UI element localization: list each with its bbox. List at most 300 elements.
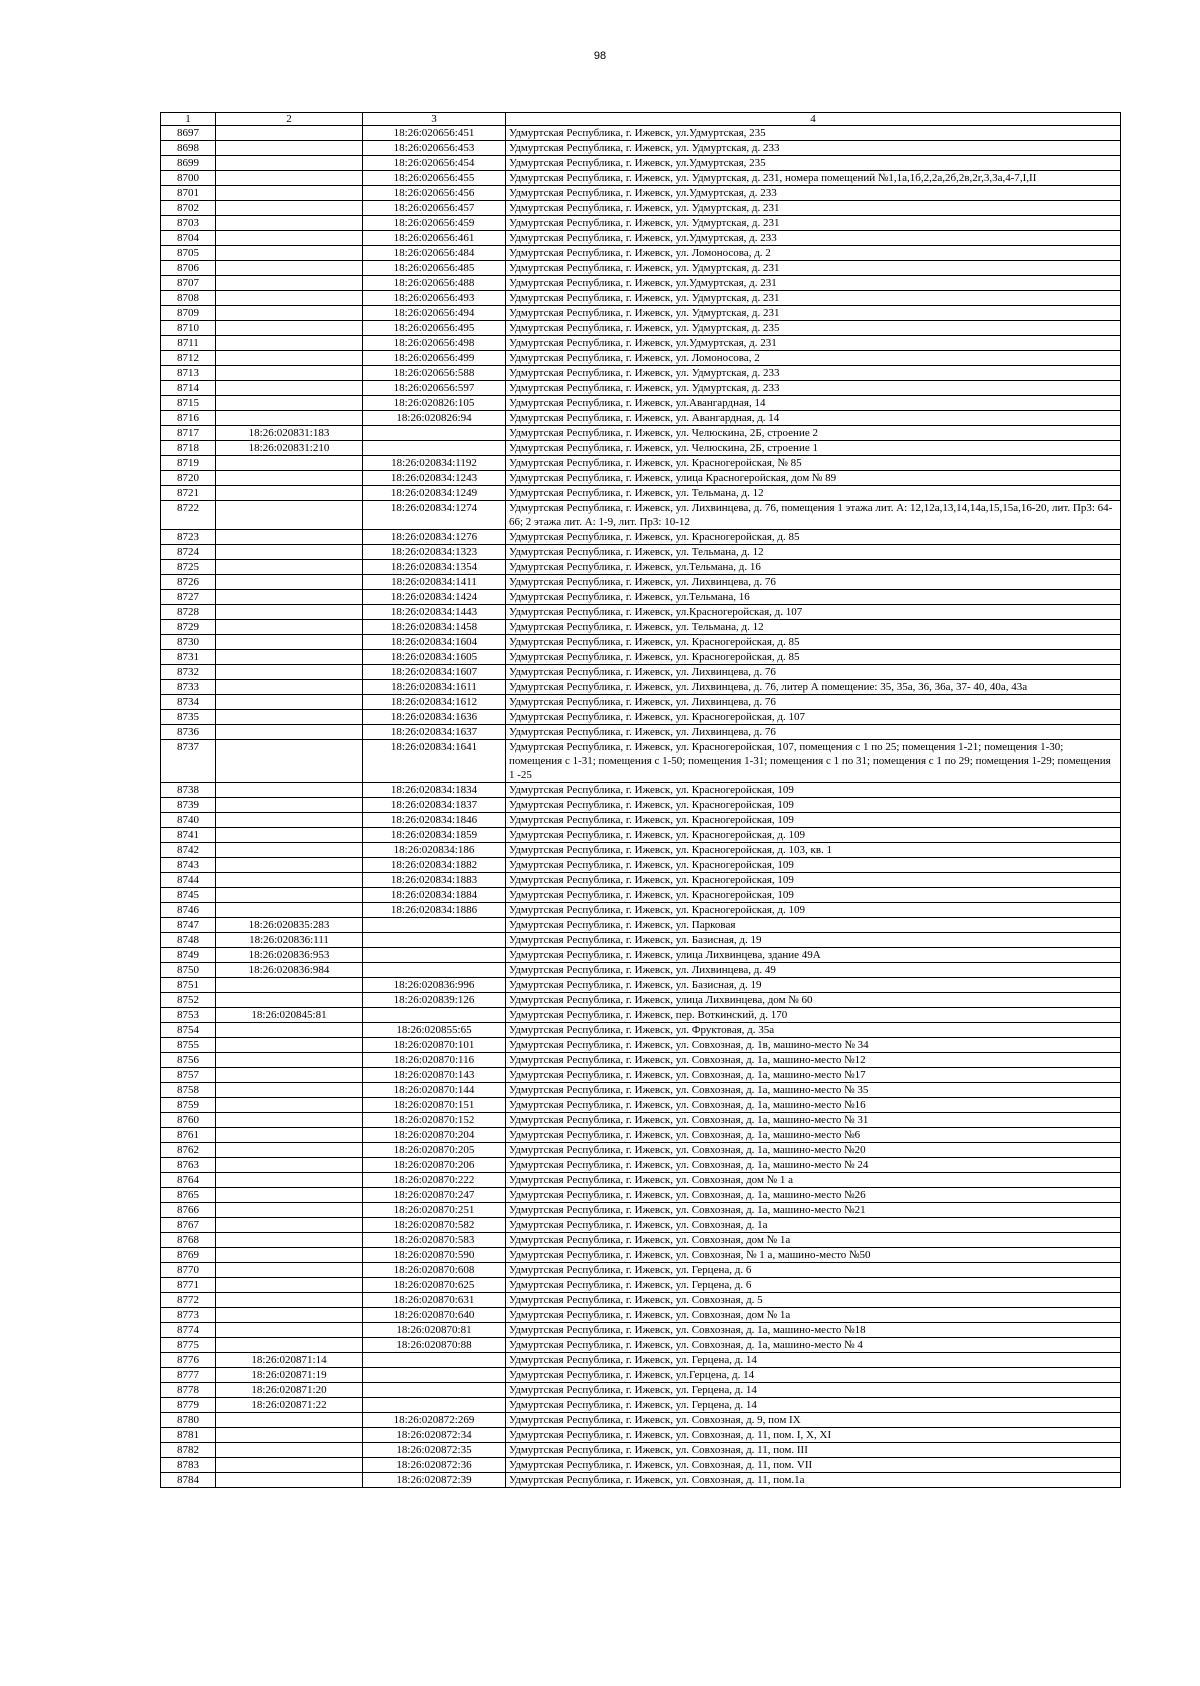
cadastral-number-3-cell	[363, 1008, 506, 1023]
address-cell: Удмуртская Республика, г. Ижевск, ул. Красногеройская, № 85	[506, 456, 1121, 471]
table-row	[161, 1113, 1121, 1128]
row-number-cell: 8752	[161, 993, 216, 1008]
table-row	[161, 276, 1121, 291]
row-number-cell: 8721	[161, 486, 216, 501]
row-number-cell: 8714	[161, 381, 216, 396]
cadastral-number-3-cell: 18:26:020834:1637	[363, 725, 506, 740]
row-number-cell: 8779	[161, 1398, 216, 1413]
address-cell: Удмуртская Республика, г. Ижевск, ул. Красногеройская, д. 109	[506, 828, 1121, 843]
table-row	[161, 336, 1121, 351]
address-cell: Удмуртская Республика, г. Ижевск, ул.Удмуртская, 235	[506, 126, 1121, 141]
row-number-cell: 8711	[161, 336, 216, 351]
cadastral-number-3-cell: 18:26:020656:588	[363, 366, 506, 381]
row-number-cell: 8765	[161, 1188, 216, 1203]
row-number-cell: 8738	[161, 783, 216, 798]
cadastral-number-3-cell: 18:26:020870:251	[363, 1203, 506, 1218]
row-number-cell: 8753	[161, 1008, 216, 1023]
cadastral-number-2-cell: 18:26:020836:984	[216, 963, 363, 978]
table-row	[161, 1443, 1121, 1458]
row-number-cell: 8768	[161, 1233, 216, 1248]
table-body	[161, 126, 1121, 1488]
address-cell: Удмуртская Республика, г. Ижевск, ул. Совхозная, дом № 1 а	[506, 1173, 1121, 1188]
cadastral-number-2-cell	[216, 1083, 363, 1098]
table-row	[161, 1128, 1121, 1143]
table-row	[161, 1083, 1121, 1098]
row-number-cell: 8706	[161, 261, 216, 276]
table-row	[161, 1293, 1121, 1308]
cadastral-number-2-cell	[216, 1173, 363, 1188]
cadastral-number-3-cell: 18:26:020834:1323	[363, 545, 506, 560]
table-row	[161, 1278, 1121, 1293]
cadastral-number-2-cell	[216, 306, 363, 321]
address-cell: Удмуртская Республика, г. Ижевск, ул.Авангардная, 14	[506, 396, 1121, 411]
table-row	[161, 828, 1121, 843]
cadastral-number-2-cell	[216, 858, 363, 873]
row-number-cell: 8742	[161, 843, 216, 858]
table-row	[161, 843, 1121, 858]
cadastral-number-2-cell	[216, 1098, 363, 1113]
address-cell: Удмуртская Республика, г. Ижевск, ул. Лихвинцева, д. 76, помещения 1 этажа лит. А: 12,12а,13,14,14а,15,15а,16-20, лит. Пр3: 64-66; 2 этажа лит. А: 1-9, лит. Пр3: 10-12	[506, 501, 1121, 530]
row-number-cell: 8750	[161, 963, 216, 978]
table-row	[161, 1383, 1121, 1398]
address-cell: Удмуртская Республика, г. Ижевск, ул. Красногеройская, д. 107	[506, 710, 1121, 725]
address-cell: Удмуртская Республика, г. Ижевск, ул.Красногеройская, д. 107	[506, 605, 1121, 620]
cadastral-number-2-cell	[216, 141, 363, 156]
cadastral-number-3-cell: 18:26:020656:485	[363, 261, 506, 276]
address-cell: Удмуртская Республика, г. Ижевск, ул. Совхозная, д. 1а, машино-место №20	[506, 1143, 1121, 1158]
address-cell: Удмуртская Республика, г. Ижевск, ул. Авангардная, д. 14	[506, 411, 1121, 426]
cadastral-number-3-cell: 18:26:020834:1243	[363, 471, 506, 486]
row-number-cell: 8741	[161, 828, 216, 843]
cadastral-number-3-cell: 18:26:020834:1612	[363, 695, 506, 710]
row-number-cell: 8749	[161, 948, 216, 963]
cadastral-number-3-cell	[363, 918, 506, 933]
cadastral-number-3-cell: 18:26:020870:206	[363, 1158, 506, 1173]
cadastral-number-3-cell: 18:26:020870:205	[363, 1143, 506, 1158]
row-number-cell: 8716	[161, 411, 216, 426]
row-number-cell: 8763	[161, 1158, 216, 1173]
cadastral-number-3-cell: 18:26:020656:484	[363, 246, 506, 261]
cadastral-number-3-cell: 18:26:020656:451	[363, 126, 506, 141]
table-row	[161, 635, 1121, 650]
address-cell: Удмуртская Республика, г. Ижевск, ул. Совхозная, д. 1а, машино-место №21	[506, 1203, 1121, 1218]
cadastral-number-2-cell	[216, 1233, 363, 1248]
cadastral-number-3-cell	[363, 948, 506, 963]
row-number-cell: 8754	[161, 1023, 216, 1038]
row-number-cell: 8758	[161, 1083, 216, 1098]
address-cell: Удмуртская Республика, г. Ижевск, пер. Воткинский, д. 170	[506, 1008, 1121, 1023]
cadastral-number-3-cell: 18:26:020870:143	[363, 1068, 506, 1083]
address-cell: Удмуртская Республика, г. Ижевск, ул. Герцена, д. 14	[506, 1383, 1121, 1398]
table-row	[161, 141, 1121, 156]
row-number-cell: 8735	[161, 710, 216, 725]
address-cell: Удмуртская Республика, г. Ижевск, ул. Совхозная, д. 1а, машино-место №17	[506, 1068, 1121, 1083]
cadastral-number-2-cell	[216, 1428, 363, 1443]
cadastral-number-3-cell: 18:26:020656:498	[363, 336, 506, 351]
row-number-cell: 8767	[161, 1218, 216, 1233]
table-row	[161, 1023, 1121, 1038]
address-cell: Удмуртская Республика, г. Ижевск, ул. Ломоносова, 2	[506, 351, 1121, 366]
table-row	[161, 486, 1121, 501]
column-header-2: 2	[216, 113, 363, 126]
table-row	[161, 396, 1121, 411]
cadastral-number-2-cell	[216, 276, 363, 291]
cadastral-number-3-cell	[363, 1368, 506, 1383]
address-cell: Удмуртская Республика, г. Ижевск, ул. Базисная, д. 19	[506, 933, 1121, 948]
table-row	[161, 411, 1121, 426]
row-number-cell: 8710	[161, 321, 216, 336]
address-cell: Удмуртская Республика, г. Ижевск, ул. Удмуртская, д. 233	[506, 366, 1121, 381]
table-row	[161, 530, 1121, 545]
row-number-cell: 8700	[161, 171, 216, 186]
table-row	[161, 1158, 1121, 1173]
cadastral-number-2-cell	[216, 828, 363, 843]
row-number-cell: 8748	[161, 933, 216, 948]
row-number-cell: 8781	[161, 1428, 216, 1443]
cadastral-number-2-cell	[216, 1218, 363, 1233]
cadastral-number-3-cell: 18:26:020656:455	[363, 171, 506, 186]
table-row	[161, 888, 1121, 903]
address-cell: Удмуртская Республика, г. Ижевск, ул. Красногеройская, 109	[506, 873, 1121, 888]
address-cell: Удмуртская Республика, г. Ижевск, улица Красногеройская, дом № 89	[506, 471, 1121, 486]
address-cell: Удмуртская Республика, г. Ижевск, ул. Ломоносова, д. 2	[506, 246, 1121, 261]
cadastral-number-2-cell	[216, 381, 363, 396]
cadastral-number-2-cell	[216, 1278, 363, 1293]
table-row	[161, 1098, 1121, 1113]
table-header	[161, 113, 1121, 126]
address-cell: Удмуртская Республика, г. Ижевск, ул. Совхозная, д. 1а, машино-место №12	[506, 1053, 1121, 1068]
cadastral-number-3-cell: 18:26:020834:1604	[363, 635, 506, 650]
address-cell: Удмуртская Республика, г. Ижевск, ул. Красногеройская, 109	[506, 783, 1121, 798]
cadastral-number-2-cell	[216, 545, 363, 560]
cadastral-number-3-cell: 18:26:020870:222	[363, 1173, 506, 1188]
cadastral-number-2-cell	[216, 261, 363, 276]
row-number-cell: 8772	[161, 1293, 216, 1308]
row-number-cell: 8715	[161, 396, 216, 411]
table-row	[161, 351, 1121, 366]
table-row	[161, 246, 1121, 261]
table-row	[161, 918, 1121, 933]
cadastral-number-2-cell	[216, 126, 363, 141]
cadastral-number-2-cell	[216, 1473, 363, 1488]
cadastral-number-3-cell: 18:26:020870:151	[363, 1098, 506, 1113]
row-number-cell: 8697	[161, 126, 216, 141]
address-cell: Удмуртская Республика, г. Ижевск, ул.Тельмана, д. 16	[506, 560, 1121, 575]
row-number-cell: 8743	[161, 858, 216, 873]
address-cell: Удмуртская Республика, г. Ижевск, ул. Челюскина, 2Б, строение 1	[506, 441, 1121, 456]
row-number-cell: 8744	[161, 873, 216, 888]
address-cell: Удмуртская Республика, г. Ижевск, ул. Совхозная, дом № 1а	[506, 1233, 1121, 1248]
cadastral-number-2-cell: 18:26:020871:19	[216, 1368, 363, 1383]
table-row	[161, 501, 1121, 530]
cadastral-number-3-cell: 18:26:020872:36	[363, 1458, 506, 1473]
cadastral-number-2-cell	[216, 978, 363, 993]
row-number-cell: 8764	[161, 1173, 216, 1188]
row-number-cell: 8701	[161, 186, 216, 201]
cadastral-number-3-cell: 18:26:020870:590	[363, 1248, 506, 1263]
table-row	[161, 575, 1121, 590]
row-number-cell: 8705	[161, 246, 216, 261]
cadastral-number-3-cell: 18:26:020834:1882	[363, 858, 506, 873]
table-row	[161, 231, 1121, 246]
cadastral-number-3-cell: 18:26:020656:459	[363, 216, 506, 231]
address-cell: Удмуртская Республика, г. Ижевск, ул. Красногеройская, д. 85	[506, 635, 1121, 650]
address-cell: Удмуртская Республика, г. Ижевск, ул. Базисная, д. 19	[506, 978, 1121, 993]
address-cell: Удмуртская Республика, г. Ижевск, ул. Удмуртская, д. 235	[506, 321, 1121, 336]
table-row	[161, 1203, 1121, 1218]
cadastral-number-2-cell: 18:26:020845:81	[216, 1008, 363, 1023]
cadastral-number-3-cell	[363, 441, 506, 456]
cadastral-number-3-cell: 18:26:020656:456	[363, 186, 506, 201]
address-cell: Удмуртская Республика, г. Ижевск, ул. Совхозная, д. 1а, машино-место №26	[506, 1188, 1121, 1203]
column-header-4: 4	[506, 113, 1121, 126]
address-cell: Удмуртская Республика, г. Ижевск, ул. Парковая	[506, 918, 1121, 933]
row-number-cell: 8719	[161, 456, 216, 471]
cadastral-number-2-cell	[216, 351, 363, 366]
row-number-cell: 8729	[161, 620, 216, 635]
row-number-cell: 8713	[161, 366, 216, 381]
address-cell: Удмуртская Республика, г. Ижевск, ул. Совхозная, д. 1а, машино-место № 4	[506, 1338, 1121, 1353]
address-cell: Удмуртская Республика, г. Ижевск, ул. Совхозная, д. 1а, машино-место №16	[506, 1098, 1121, 1113]
cadastral-number-3-cell: 18:26:020656:494	[363, 306, 506, 321]
cadastral-number-2-cell: 18:26:020836:953	[216, 948, 363, 963]
table-row	[161, 650, 1121, 665]
cadastral-number-3-cell: 18:26:020826:94	[363, 411, 506, 426]
address-cell: Удмуртская Республика, г. Ижевск, ул. Красногеройская, д. 109	[506, 903, 1121, 918]
cadastral-number-2-cell	[216, 843, 363, 858]
cadastral-number-2-cell	[216, 1113, 363, 1128]
cadastral-number-3-cell: 18:26:020656:499	[363, 351, 506, 366]
cadastral-number-2-cell	[216, 1263, 363, 1278]
cadastral-number-2-cell	[216, 993, 363, 1008]
cadastral-number-3-cell: 18:26:020872:34	[363, 1428, 506, 1443]
address-cell: Удмуртская Республика, г. Ижевск, ул. Совхозная, д. 11, пом. I, X, XI	[506, 1428, 1121, 1443]
table-row	[161, 291, 1121, 306]
address-cell: Удмуртская Республика, г. Ижевск, ул. Красногеройская, д. 103, кв. 1	[506, 843, 1121, 858]
cadastral-number-3-cell: 18:26:020656:454	[363, 156, 506, 171]
cadastral-number-2-cell	[216, 635, 363, 650]
cadastral-number-3-cell: 18:26:020839:126	[363, 993, 506, 1008]
cadastral-number-3-cell: 18:26:020656:597	[363, 381, 506, 396]
cadastral-number-2-cell	[216, 725, 363, 740]
address-cell: Удмуртская Республика, г. Ижевск, улица Лихвинцева, дом № 60	[506, 993, 1121, 1008]
cadastral-number-3-cell: 18:26:020656:493	[363, 291, 506, 306]
table-row	[161, 740, 1121, 783]
row-number-cell: 8766	[161, 1203, 216, 1218]
cadastral-number-3-cell: 18:26:020656:495	[363, 321, 506, 336]
row-number-cell: 8757	[161, 1068, 216, 1083]
table-row	[161, 1263, 1121, 1278]
table-row	[161, 1173, 1121, 1188]
cadastral-number-3-cell: 18:26:020834:1424	[363, 590, 506, 605]
cadastral-number-2-cell	[216, 620, 363, 635]
table-row	[161, 948, 1121, 963]
row-number-cell: 8708	[161, 291, 216, 306]
page-number: 98	[593, 50, 607, 62]
address-cell: Удмуртская Республика, г. Ижевск, ул. Удмуртская, д. 233	[506, 381, 1121, 396]
table-row	[161, 456, 1121, 471]
table-row	[161, 1368, 1121, 1383]
cadastral-number-3-cell: 18:26:020834:1458	[363, 620, 506, 635]
row-number-cell: 8704	[161, 231, 216, 246]
cadastral-number-3-cell: 18:26:020870:101	[363, 1038, 506, 1053]
cadastral-number-3-cell	[363, 963, 506, 978]
cadastral-number-2-cell: 18:26:020835:283	[216, 918, 363, 933]
cadastral-number-2-cell	[216, 456, 363, 471]
row-number-cell: 8725	[161, 560, 216, 575]
table-row	[161, 381, 1121, 396]
address-cell: Удмуртская Республика, г. Ижевск, ул. Совхозная, дом № 1а	[506, 1308, 1121, 1323]
table-row	[161, 813, 1121, 828]
row-number-cell: 8745	[161, 888, 216, 903]
cadastral-number-2-cell	[216, 246, 363, 261]
row-number-cell: 8771	[161, 1278, 216, 1293]
cadastral-number-2-cell: 18:26:020831:183	[216, 426, 363, 441]
table-row	[161, 783, 1121, 798]
address-cell: Удмуртская Республика, г. Ижевск, ул.Удмуртская, д. 231	[506, 276, 1121, 291]
cadastral-number-2-cell: 18:26:020836:111	[216, 933, 363, 948]
cadastral-number-3-cell: 18:26:020834:1443	[363, 605, 506, 620]
address-cell: Удмуртская Республика, г. Ижевск, ул.Тельмана, 16	[506, 590, 1121, 605]
address-cell: Удмуртская Республика, г. Ижевск, ул. Удмуртская, д. 231	[506, 306, 1121, 321]
table-row	[161, 993, 1121, 1008]
cadastral-number-2-cell	[216, 231, 363, 246]
address-cell: Удмуртская Республика, г. Ижевск, ул. Совхозная, д. 1а, машино-место №6	[506, 1128, 1121, 1143]
cadastral-number-2-cell	[216, 291, 363, 306]
address-cell: Удмуртская Республика, г. Ижевск, ул. Удмуртская, д. 231	[506, 216, 1121, 231]
table-row	[161, 1458, 1121, 1473]
row-number-cell: 8730	[161, 635, 216, 650]
row-number-cell: 8718	[161, 441, 216, 456]
cadastral-number-2-cell	[216, 1053, 363, 1068]
cadastral-number-2-cell	[216, 1413, 363, 1428]
cadastral-number-2-cell	[216, 560, 363, 575]
table-row	[161, 695, 1121, 710]
table-row	[161, 186, 1121, 201]
address-cell: Удмуртская Республика, г. Ижевск, ул. Красногеройская, 109	[506, 888, 1121, 903]
row-number-cell: 8709	[161, 306, 216, 321]
address-cell: Удмуртская Республика, г. Ижевск, ул.Герцена, д. 14	[506, 1368, 1121, 1383]
cadastral-number-2-cell	[216, 530, 363, 545]
address-cell: Удмуртская Республика, г. Ижевск, ул. Совхозная, д. 11, пом. III	[506, 1443, 1121, 1458]
registry-table	[160, 112, 1121, 1488]
row-number-cell: 8722	[161, 501, 216, 530]
table-row	[161, 590, 1121, 605]
cadastral-number-3-cell: 18:26:020872:39	[363, 1473, 506, 1488]
cadastral-number-3-cell: 18:26:020870:88	[363, 1338, 506, 1353]
address-cell: Удмуртская Республика, г. Ижевск, ул. Удмуртская, д. 231, номера помещений №1,1а,1б,2,2а,2б,2в,2г,3,3а,4-7,I,II	[506, 171, 1121, 186]
cadastral-number-2-cell	[216, 321, 363, 336]
row-number-cell: 8737	[161, 740, 216, 783]
address-cell: Удмуртская Республика, г. Ижевск, ул. Красногеройская, д. 85	[506, 650, 1121, 665]
cadastral-number-2-cell	[216, 1203, 363, 1218]
row-number-cell: 8761	[161, 1128, 216, 1143]
table-row	[161, 1188, 1121, 1203]
table-row	[161, 1008, 1121, 1023]
address-cell: Удмуртская Республика, г. Ижевск, ул. Лихвинцева, д. 76	[506, 725, 1121, 740]
row-number-cell: 8724	[161, 545, 216, 560]
cadastral-number-2-cell	[216, 695, 363, 710]
address-cell: Удмуртская Республика, г. Ижевск, ул. Удмуртская, д. 233	[506, 141, 1121, 156]
cadastral-number-2-cell	[216, 201, 363, 216]
cadastral-number-2-cell	[216, 156, 363, 171]
row-number-cell: 8702	[161, 201, 216, 216]
address-cell: Удмуртская Республика, г. Ижевск, ул. Тельмана, д. 12	[506, 486, 1121, 501]
table-row	[161, 1038, 1121, 1053]
row-number-cell: 8774	[161, 1323, 216, 1338]
table-row	[161, 545, 1121, 560]
cadastral-number-3-cell: 18:26:020834:1192	[363, 456, 506, 471]
address-cell: Удмуртская Республика, г. Ижевск, ул. Совхозная, д. 11, пом. VII	[506, 1458, 1121, 1473]
address-cell: Удмуртская Республика, г. Ижевск, ул. Красногеройская, д. 85	[506, 530, 1121, 545]
cadastral-number-2-cell	[216, 1068, 363, 1083]
row-number-cell: 8731	[161, 650, 216, 665]
table-row	[161, 471, 1121, 486]
row-number-cell: 8732	[161, 665, 216, 680]
table-row	[161, 933, 1121, 948]
table-row	[161, 1398, 1121, 1413]
cadastral-number-3-cell: 18:26:020870:625	[363, 1278, 506, 1293]
table-row	[161, 1413, 1121, 1428]
address-cell: Удмуртская Республика, г. Ижевск, ул. Красногеройская, 109	[506, 798, 1121, 813]
cadastral-number-2-cell	[216, 216, 363, 231]
cadastral-number-2-cell	[216, 501, 363, 530]
row-number-cell: 8699	[161, 156, 216, 171]
table-row	[161, 1248, 1121, 1263]
address-cell: Удмуртская Республика, г. Ижевск, ул. Герцена, д. 14	[506, 1353, 1121, 1368]
row-number-cell: 8775	[161, 1338, 216, 1353]
address-cell: Удмуртская Республика, г. Ижевск, ул. Тельмана, д. 12	[506, 620, 1121, 635]
address-cell: Удмуртская Республика, г. Ижевск, ул. Лихвинцева, д. 76	[506, 575, 1121, 590]
row-number-cell: 8783	[161, 1458, 216, 1473]
address-cell: Удмуртская Республика, г. Ижевск, ул. Совхозная, № 1 а, машино-место №50	[506, 1248, 1121, 1263]
table-row	[161, 261, 1121, 276]
table-row	[161, 963, 1121, 978]
address-cell: Удмуртская Республика, г. Ижевск, ул. Красногеройская, 109	[506, 858, 1121, 873]
cadastral-number-3-cell: 18:26:020834:1636	[363, 710, 506, 725]
table-row	[161, 171, 1121, 186]
row-number-cell: 8777	[161, 1368, 216, 1383]
table-row	[161, 1143, 1121, 1158]
cadastral-number-3-cell: 18:26:020870:640	[363, 1308, 506, 1323]
cadastral-number-3-cell: 18:26:020870:116	[363, 1053, 506, 1068]
row-number-cell: 8698	[161, 141, 216, 156]
cadastral-number-2-cell	[216, 366, 363, 381]
address-cell: Удмуртская Республика, г. Ижевск, ул.Удмуртская, 235	[506, 156, 1121, 171]
cadastral-number-2-cell	[216, 171, 363, 186]
table-row	[161, 1353, 1121, 1368]
address-cell: Удмуртская Республика, г. Ижевск, ул. Челюскина, 2Б, строение 2	[506, 426, 1121, 441]
cadastral-number-3-cell: 18:26:020872:269	[363, 1413, 506, 1428]
cadastral-number-3-cell	[363, 933, 506, 948]
table-row	[161, 1338, 1121, 1353]
cadastral-number-3-cell: 18:26:020834:1411	[363, 575, 506, 590]
row-number-cell: 8759	[161, 1098, 216, 1113]
cadastral-number-2-cell	[216, 575, 363, 590]
cadastral-number-2-cell	[216, 680, 363, 695]
table-row	[161, 156, 1121, 171]
cadastral-number-2-cell	[216, 650, 363, 665]
cadastral-number-3-cell: 18:26:020834:1859	[363, 828, 506, 843]
cadastral-number-2-cell	[216, 888, 363, 903]
cadastral-number-2-cell	[216, 411, 363, 426]
cadastral-number-2-cell: 18:26:020871:20	[216, 1383, 363, 1398]
address-cell: Удмуртская Республика, г. Ижевск, ул. Совхозная, д. 9, пом IX	[506, 1413, 1121, 1428]
row-number-cell: 8770	[161, 1263, 216, 1278]
cadastral-number-2-cell	[216, 1188, 363, 1203]
row-number-cell: 8728	[161, 605, 216, 620]
cadastral-number-3-cell: 18:26:020870:144	[363, 1083, 506, 1098]
